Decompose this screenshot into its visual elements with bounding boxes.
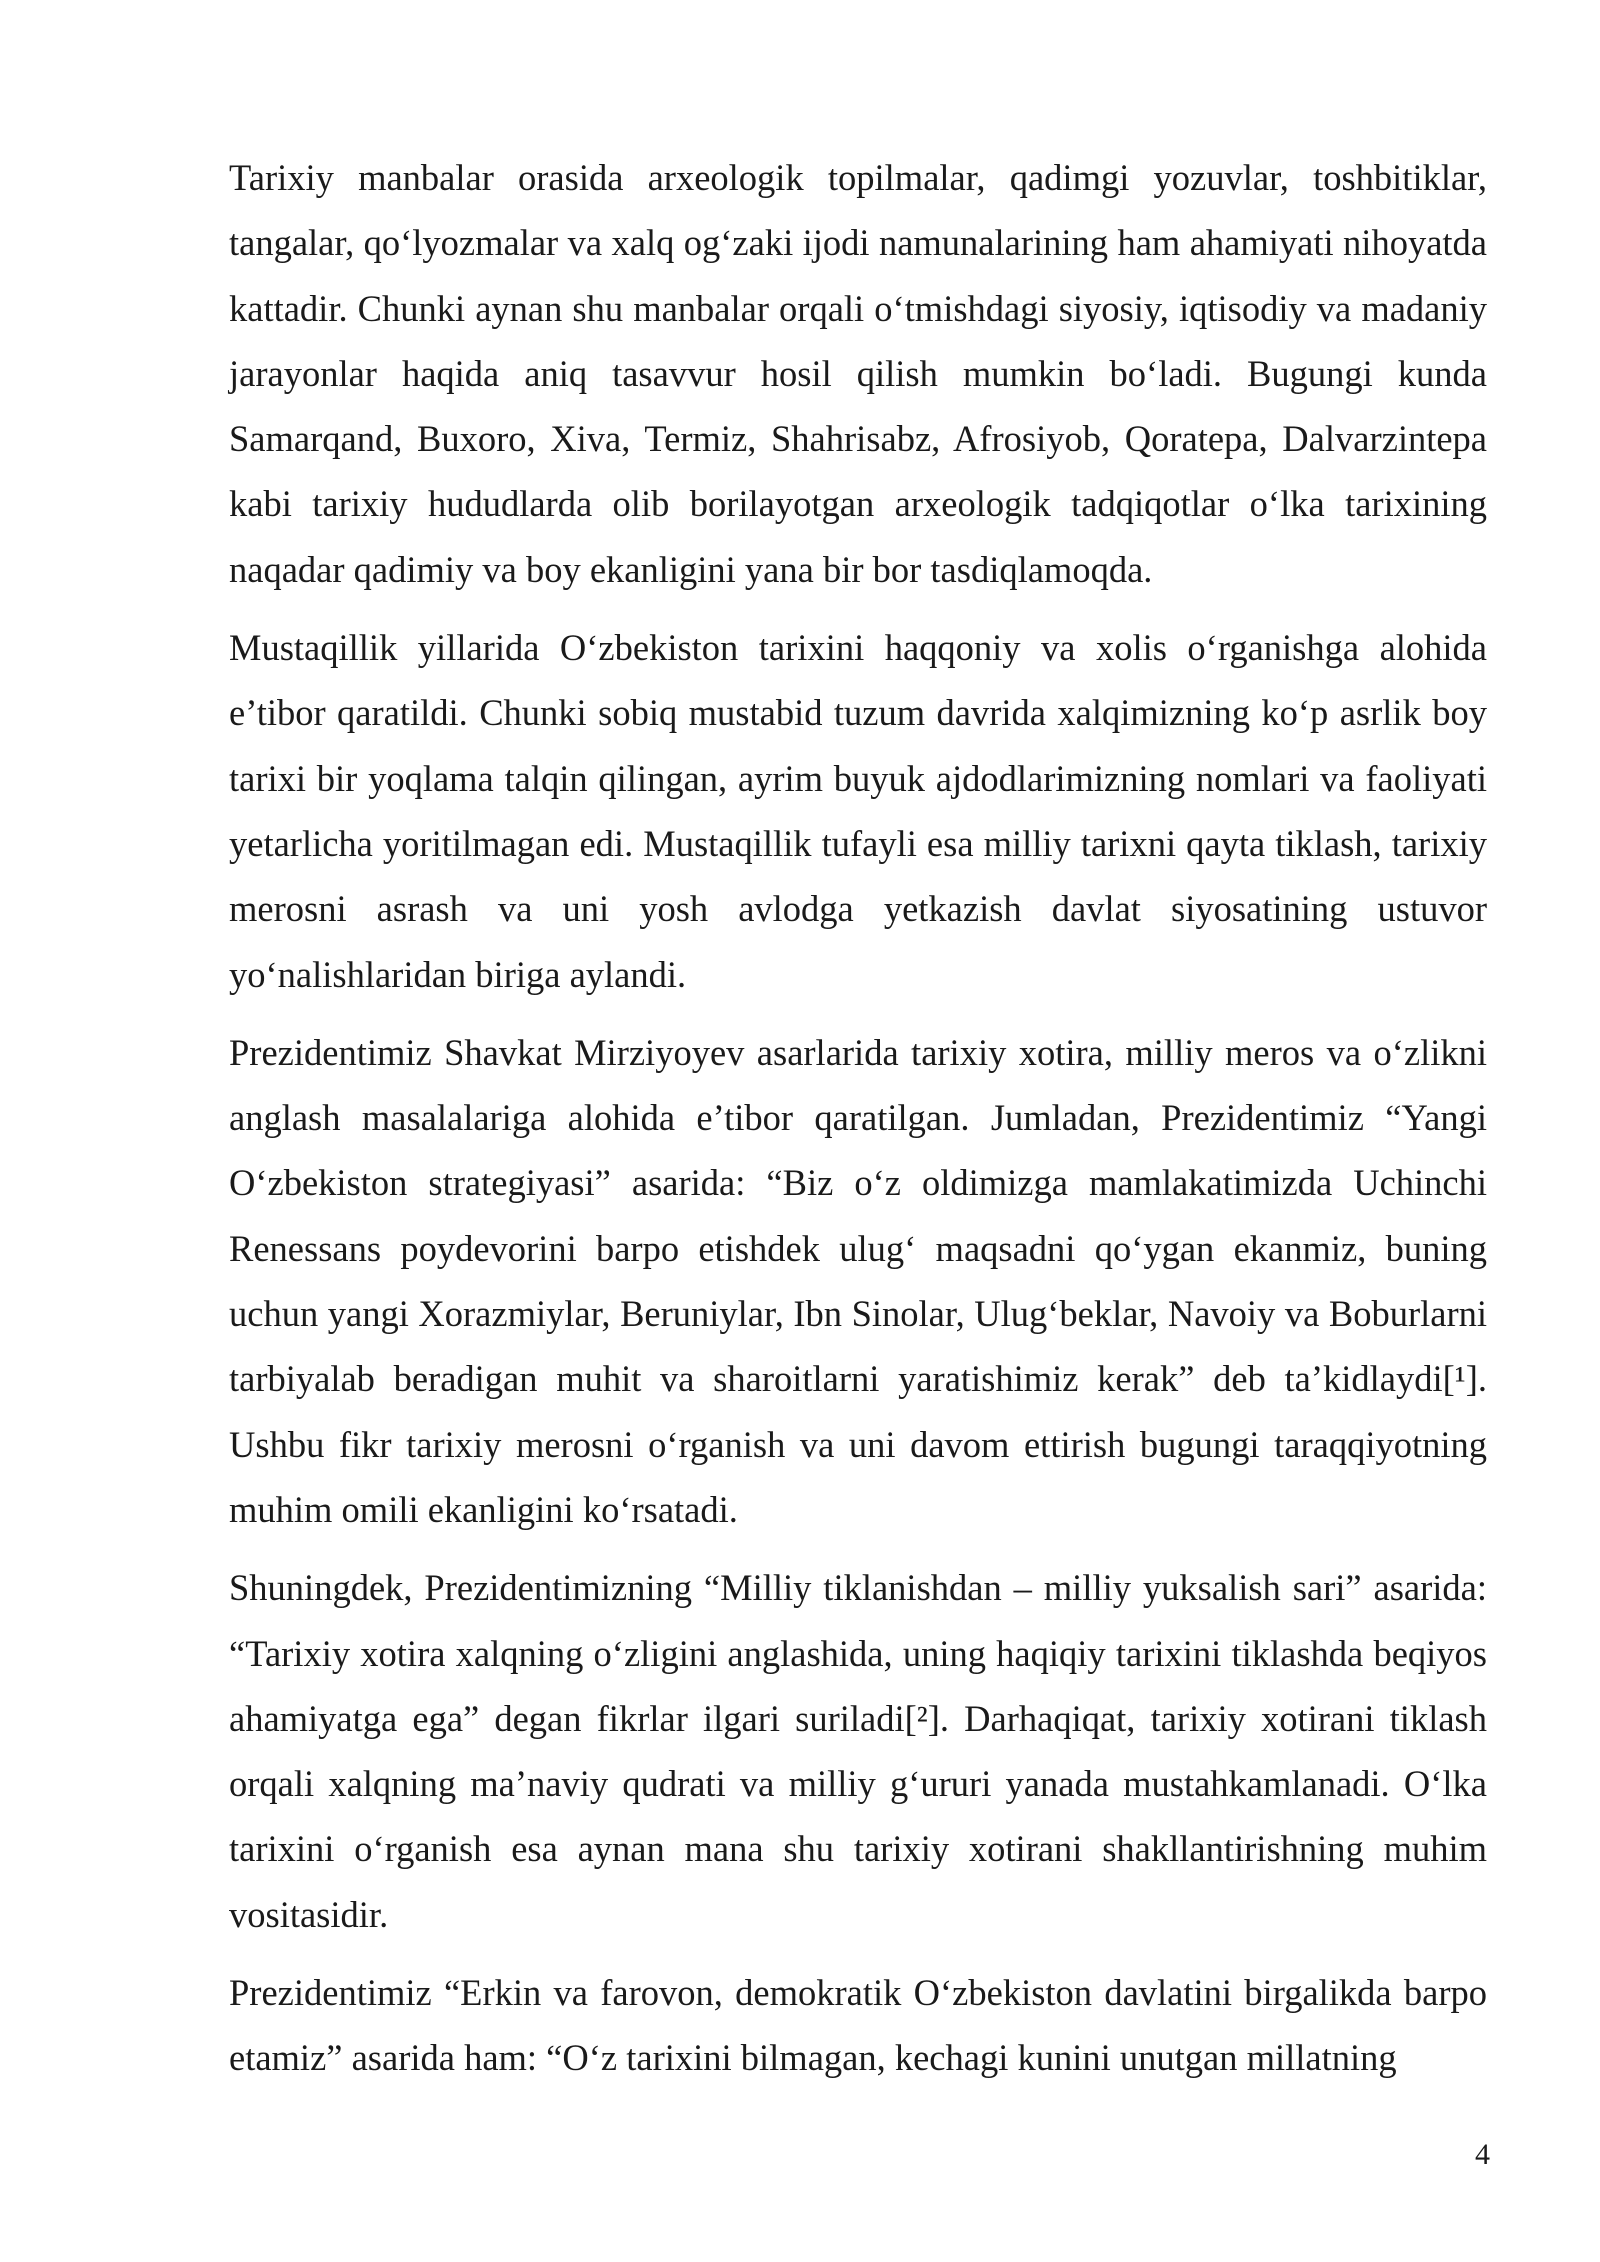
paragraph-2: Mustaqillik yillarida O‘zbekiston tarixini haqqoniy va xolis o‘rganishga alohida e’tibor qaratildi. Chunki sobiq mustabid tuzum davrida xalqimizning ko‘p asrlik boy tarixi bir yoqlama talqin qilingan, ayrim buyuk ajdodlarimizning nomlari va faoliyati yetarlicha yoritilmagan edi. Mustaqillik tufayli esa milliy tarixni qayta tiklash, tarixiy merosni asrash va uni yosh avlodga yetkazish davlat siyosatining ustuvor yo‘nalishlaridan biriga aylandi. [229,627,1487,995]
document-page [229,145,1487,2104]
paragraph-5: Prezidentimiz “Erkin va farovon, demokratik O‘zbekiston davlatini birgalikda barpo etamiz” asarida ham: “O‘z tarixini bilmagan, kechagi kunini unutgan millatning [229,1972,1487,2079]
page-number: 4 [1475,2138,1490,2171]
paragraph-3: Prezidentimiz Shavkat Mirziyoyev asarlarida tarixiy xotira, milliy meros va o‘zlikni anglash masalalariga alohida e’tibor qaratilgan. Jumladan, Prezidentimiz “Yangi O‘zbekiston strategiyasi” asarida: “Biz o‘z oldimizga mamlakatimizda Uchinchi Renessans poydevorini barpo etishdek ulug‘ maqsadni qo‘ygan ekanmiz, buning uchun yangi Xorazmiylar, Beruniylar, Ibn Sinolar, Ulug‘beklar, Navoiy va Boburlarni tarbiyalab beradigan muhit va sharoitlarni yaratishimiz kerak” deb ta’kidlaydi[¹]. Ushbu fikr tarixiy merosni o‘rganish va uni davom ettirish bugungi taraqqiyotning muhim omili ekanligini ko‘rsatadi. [229,1031,1487,1530]
paragraph-4: Shuningdek, Prezidentimizning “Milliy tiklanishdan – milliy yuksalish sari” asarida: “Tarixiy xotira xalqning o‘zligini anglashida, uning haqiqiy tarixini tiklashda beqiyos ahamiyatga ega” degan fikrlar ilgari suriladi[²]. Darhaqiqat, tarixiy xotirani tiklash orqali xalqning ma’naviy qudrati va milliy g‘ururi yanada mustahkamlanadi. O‘lka tarixini o‘rganish esa aynan mana shu tarixiy xotirani shakllantirishning muhim vositasidir. [229,1567,1487,1935]
paragraph-1: Tarixiy manbalar orasida arxeologik topilmalar, qadimgi yozuvlar, toshbitiklar, tangalar, qo‘lyozmalar va xalq og‘zaki ijodi namunalarining ham ahamiyati nihoyatda kattadir. Chunki aynan shu manbalar orqali o‘tmishdagi siyosiy, iqtisodiy va madaniy jarayonlar haqida aniq tasavvur hosil qilish mumkin bo‘ladi. Bugungi kunda Samarqand, Buxoro, Xiva, Termiz, Shahrisabz, Afrosiyob, Qoratepa, Dalvarzintepa kabi tarixiy hududlarda olib borilayotgan arxeologik tadqiqotlar o‘lka tarixining naqadar qadimiy va boy ekanligini yana bir bor tasdiqlamoqda. [229,157,1487,590]
